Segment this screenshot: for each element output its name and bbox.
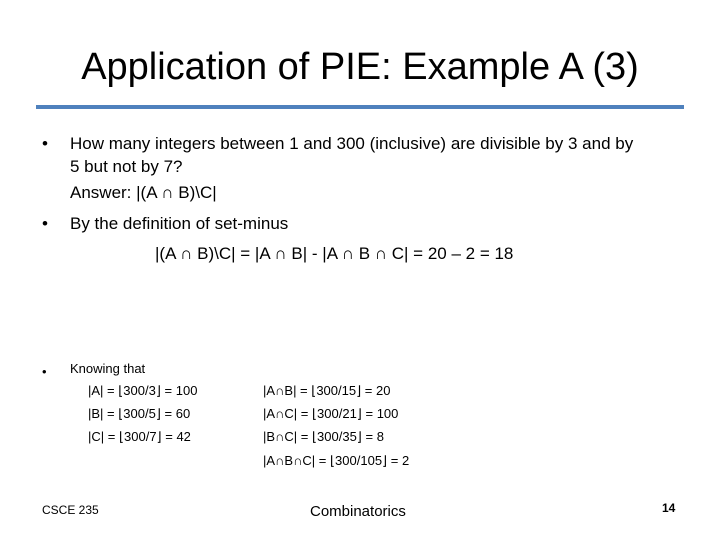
question-line-2: 5 but not by 7? (70, 157, 183, 176)
known-value-b: |B| = ⌊300/5⌋ = 60 (88, 406, 191, 421)
answer-line: Answer: |(A ∩ B)\C| (70, 183, 217, 202)
bullet-marker: • (42, 134, 48, 153)
known-value-ac: |A∩C| = ⌊300/21⌋ = 100 (263, 406, 399, 421)
known-value-c: |C| = ⌊300/7⌋ = 42 (88, 429, 191, 444)
footer-topic: Combinatorics (310, 503, 406, 520)
page-number: 14 (662, 501, 676, 515)
known-value-abc: |A∩B∩C| = ⌊300/105⌋ = 2 (263, 453, 410, 468)
set-minus-text: By the definition of set-minus (70, 214, 289, 233)
question-line-1: How many integers between 1 and 300 (inclusive) are divisible by 3 and by (70, 134, 634, 153)
set-minus-formula: |(A ∩ B)\C| = |A ∩ B| - |A ∩ B ∩ C| = 20 – 2 = 18 (155, 244, 514, 263)
footer-course: CSCE 235 (42, 503, 99, 517)
knowing-that-label: Knowing that (70, 361, 146, 376)
bullet-marker: • (42, 214, 48, 233)
slide-title: Application of PIE: Example A (3) (81, 46, 639, 88)
known-value-a: |A| = ⌊300/3⌋ = 100 (88, 383, 198, 398)
title-divider (36, 105, 684, 109)
bullet-marker: • (42, 364, 47, 379)
known-value-ab: |A∩B| = ⌊300/15⌋ = 20 (263, 383, 391, 398)
known-value-bc: |B∩C| = ⌊300/35⌋ = 8 (263, 429, 384, 444)
